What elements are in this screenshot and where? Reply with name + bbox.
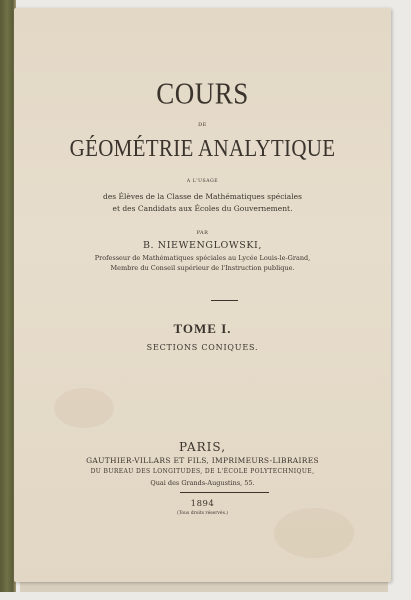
volume-subtitle: SECTIONS CONIQUES. [146,343,259,352]
author-credential-2: Membre du Conseil supérieur de l'Instruction publique. [110,264,295,272]
page-edges [20,582,388,592]
audience-line-2: et des Candidats aux Écoles du Gouvernement. [112,204,293,213]
title-connector: DE [198,122,207,128]
page-stain [54,388,114,428]
usage-label: A L'USAGE [186,179,219,184]
background-edge [0,592,411,600]
publication-year: 1894 [190,499,215,509]
volume-number: TOME I. [173,321,232,336]
author-name: B. NIEWENGLOWSKI, [142,240,263,251]
rights-notice: (Tous droits réservés.) [176,511,229,516]
author-credential-1: Professeur de Mathématiques spéciales au Lycée Louis-le-Grand, [94,254,311,262]
publisher-affiliation: DU BUREAU DES LONGITUDES, DE L'ÉCOLE POLYTECHNIQUE, [90,468,315,475]
book-title: COURS [156,75,249,111]
divider-rule [211,300,238,301]
book-subtitle: GÉOMÉTRIE ANALYTIQUE [69,134,336,162]
audience-line-1: des Élèves de la Classe de Mathématiques spéciales [103,192,302,201]
divider-rule-2 [180,492,269,493]
publisher-address: Quai des Grands-Augustins, 55. [150,479,255,487]
publisher-name: GAUTHIER-VILLARS ET FILS, IMPRIMEURS-LIBRAIRES [86,456,319,465]
publication-city: PARIS, [178,440,227,454]
by-label: PAR [196,230,209,236]
title-page [14,8,391,582]
